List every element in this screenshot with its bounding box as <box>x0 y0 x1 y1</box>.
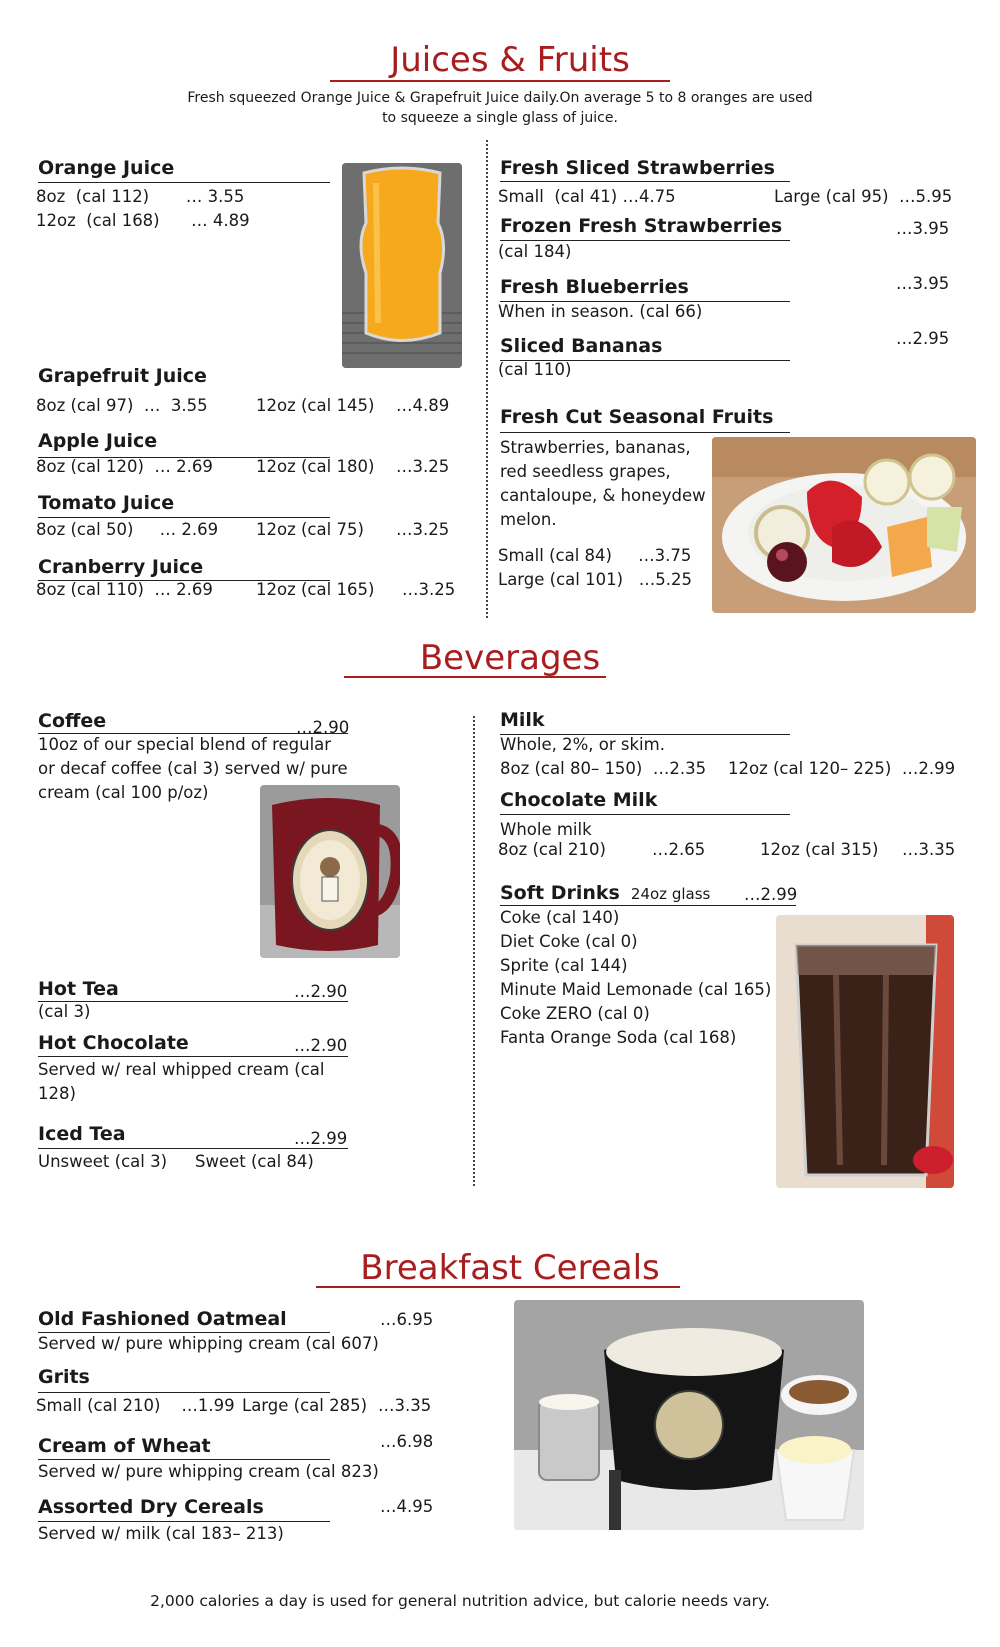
milk-8oz: 8oz (cal 80– 150) …2.35 <box>500 759 707 778</box>
orange-juice-photo <box>342 163 462 368</box>
cranberry-juice-8oz: 8oz (cal 110) … 2.69 <box>36 580 213 599</box>
desc-line: red seedless grapes, <box>500 462 671 481</box>
oatmeal-price: …6.95 <box>380 1310 434 1329</box>
cream-of-wheat-name: Cream of Wheat <box>38 1435 211 1457</box>
seasonal-fruits-desc <box>500 436 706 532</box>
strawberries-small: Small (cal 41) …4.75 <box>498 187 676 206</box>
iced-tea-name: Iced Tea <box>38 1123 126 1145</box>
desc-line: Served w/ real whipped cream (cal <box>38 1060 325 1079</box>
iced-tea-price: …2.99 <box>294 1129 348 1148</box>
iced-tea-unsweet: Unsweet (cal 3) <box>38 1152 168 1171</box>
coffee-name: Coffee <box>38 710 107 732</box>
orange-juice-size-1: 8oz (cal 112) … 3.55 <box>36 187 245 206</box>
title-underline <box>316 1286 680 1288</box>
soda-glass-photo <box>776 915 954 1188</box>
item-rule <box>38 182 330 183</box>
chocolate-milk-8oz: 8oz (cal 210) <box>498 840 606 859</box>
dry-cereals-name: Assorted Dry Cereals <box>38 1496 264 1518</box>
item-rule <box>38 1148 348 1149</box>
iced-tea-sweet: Sweet (cal 84) <box>195 1152 314 1171</box>
soft-drink-item: Coke ZERO (cal 0) <box>500 1004 650 1023</box>
frozen-strawberries-price: …3.95 <box>896 219 950 238</box>
blueberries-name: Fresh Blueberries <box>500 276 689 298</box>
hot-tea-name: Hot Tea <box>38 978 119 1000</box>
oatmeal-name: Old Fashioned Oatmeal <box>38 1308 287 1330</box>
grits-small: Small (cal 210) …1.99 <box>36 1396 235 1415</box>
cranberry-juice-12oz: 12oz (cal 165) <box>256 580 375 599</box>
cream-of-wheat-desc: Served w/ pure whipping cream (cal 823) <box>38 1462 379 1481</box>
soft-drinks-price: …2.99 <box>744 885 798 904</box>
hot-chocolate-price: …2.90 <box>294 1036 348 1055</box>
tomato-juice-price: …3.25 <box>396 520 450 539</box>
grapefruit-juice-8oz: 8oz (cal 97) … 3.55 <box>36 396 208 415</box>
column-divider <box>473 716 475 1186</box>
soft-drink-item: Minute Maid Lemonade (cal 165) <box>500 980 772 999</box>
milk-desc: Whole, 2%, or skim. <box>500 735 665 754</box>
strawberries-large: Large (cal 95) …5.95 <box>774 187 953 206</box>
blueberries-desc: When in season. (cal 66) <box>498 302 703 321</box>
chocolate-milk-12oz-price: …3.35 <box>902 840 956 859</box>
frozen-strawberries-name: Frozen Fresh Strawberries <box>500 215 783 237</box>
juices-subtitle <box>140 88 860 128</box>
title-underline <box>330 80 670 82</box>
item-rule <box>500 432 790 433</box>
grapefruit-juice-12oz: 12oz (cal 145) <box>256 396 375 415</box>
grits-large: Large (cal 285) <box>242 1396 368 1415</box>
hot-tea-price: …2.90 <box>294 982 348 1001</box>
cereals-section-title: Breakfast Cereals <box>360 1248 660 1288</box>
oatmeal-bowl-photo <box>514 1300 864 1530</box>
blueberries-price: …3.95 <box>896 274 950 293</box>
item-rule <box>38 1392 330 1393</box>
coffee-mug-photo <box>260 785 400 958</box>
subtitle-line-2: to squeeze a single glass of juice. <box>382 110 618 126</box>
soft-drink-item: Diet Coke (cal 0) <box>500 932 638 951</box>
cream-of-wheat-price: …6.98 <box>380 1432 434 1451</box>
hot-chocolate-desc <box>38 1058 325 1106</box>
bananas-price: …2.95 <box>896 329 950 348</box>
bananas-cal: (cal 110) <box>498 360 572 379</box>
apple-juice-12oz: 12oz (cal 180) <box>256 457 375 476</box>
frozen-strawberries-cal: (cal 184) <box>498 242 572 261</box>
soft-drink-item: Sprite (cal 144) <box>500 956 628 975</box>
desc-line: or decaf coffee (cal 3) served w/ pure <box>38 759 348 778</box>
soft-drink-item: Coke (cal 140) <box>500 908 620 927</box>
soft-drinks-list <box>500 906 771 1050</box>
seasonal-fruits-name: Fresh Cut Seasonal Fruits <box>500 406 774 428</box>
apple-juice-price: …3.25 <box>396 457 450 476</box>
item-rule <box>500 814 790 815</box>
milk-12oz: 12oz (cal 120– 225) …2.99 <box>728 759 956 778</box>
fruit-bowl-photo <box>712 437 976 613</box>
oatmeal-desc: Served w/ pure whipping cream (cal 607) <box>38 1334 379 1353</box>
item-rule <box>38 1056 348 1057</box>
chocolate-milk-name: Chocolate Milk <box>500 789 658 811</box>
grits-name: Grits <box>38 1366 90 1388</box>
orange-juice-name: Orange Juice <box>38 157 175 179</box>
chocolate-milk-12oz: 12oz (cal 315) <box>760 840 879 859</box>
tomato-juice-8oz: 8oz (cal 50) … 2.69 <box>36 520 219 539</box>
title-underline <box>344 676 606 678</box>
coffee-price: …2.90 <box>296 718 350 737</box>
cranberry-juice-name: Cranberry Juice <box>38 556 204 578</box>
column-divider <box>486 140 488 618</box>
desc-line: cream (cal 100 p/oz) <box>38 783 209 802</box>
strawberries-name: Fresh Sliced Strawberries <box>500 157 775 179</box>
item-rule <box>500 181 790 182</box>
juices-section-title: Juices & Fruits <box>390 40 630 80</box>
chocolate-milk-8oz-price: …2.65 <box>652 840 706 859</box>
desc-line: 128) <box>38 1084 76 1103</box>
orange-juice-size-2: 12oz (cal 168) … 4.89 <box>36 211 250 230</box>
grits-price: …3.35 <box>378 1396 432 1415</box>
dry-cereals-desc: Served w/ milk (cal 183– 213) <box>38 1524 284 1543</box>
apple-juice-8oz: 8oz (cal 120) … 2.69 <box>36 457 213 476</box>
dry-cereals-price: …4.95 <box>380 1497 434 1516</box>
grapefruit-juice-name: Grapefruit Juice <box>38 365 207 387</box>
beverages-section-title: Beverages <box>419 638 601 678</box>
cranberry-juice-price: …3.25 <box>402 580 456 599</box>
hot-chocolate-name: Hot Chocolate <box>38 1032 189 1054</box>
grapefruit-juice-price: …4.89 <box>396 396 450 415</box>
milk-name: Milk <box>500 709 545 731</box>
seasonal-fruits-large: Large (cal 101) …5.25 <box>498 570 693 589</box>
desc-line: melon. <box>500 510 557 529</box>
desc-line: cantaloupe, & honeydew <box>500 486 706 505</box>
soft-drinks-heading <box>500 882 710 904</box>
tomato-juice-name: Tomato Juice <box>38 492 175 514</box>
apple-juice-name: Apple Juice <box>38 430 158 452</box>
seasonal-fruits-small: Small (cal 84) …3.75 <box>498 546 692 565</box>
soft-drink-item: Fanta Orange Soda (cal 168) <box>500 1028 737 1047</box>
tomato-juice-12oz: 12oz (cal 75) <box>256 520 364 539</box>
desc-line: Strawberries, bananas, <box>500 438 691 457</box>
chocolate-milk-desc: Whole milk <box>500 820 592 839</box>
desc-line: 10oz of our special blend of regular <box>38 735 332 754</box>
subtitle-line-1: Fresh squeezed Orange Juice & Grapefruit Juice daily.On average 5 to 8 oranges are used <box>187 90 813 106</box>
bananas-name: Sliced Bananas <box>500 335 663 357</box>
soft-drinks-note: 24oz glass <box>630 885 711 903</box>
soft-drinks-name: Soft Drinks <box>500 882 620 904</box>
hot-tea-cal: (cal 3) <box>38 1002 91 1021</box>
calorie-disclaimer: 2,000 calories a day is used for general nutrition advice, but calorie needs vary. <box>150 1592 770 1610</box>
